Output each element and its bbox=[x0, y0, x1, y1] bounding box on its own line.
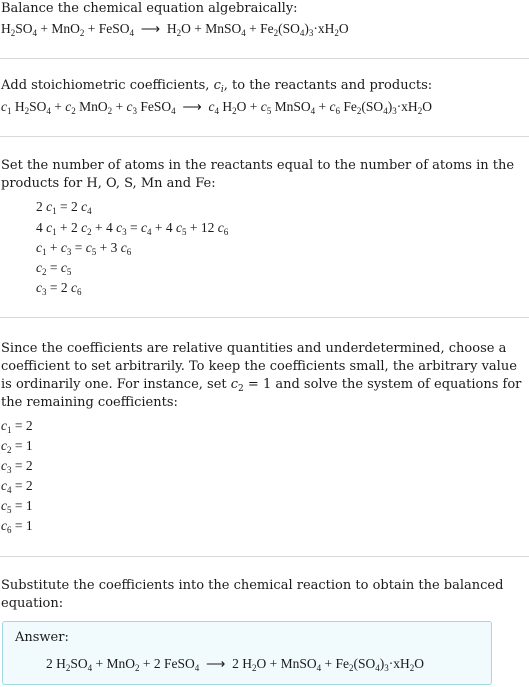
atom-balance-equation: 2 $c_1 = 2$ $c_4$ bbox=[36, 199, 92, 216]
coefficient-c1: $c_1 = 2$ bbox=[1, 418, 33, 435]
coefficient-value: 1 bbox=[25, 438, 33, 453]
coefficient-c4: $c_4 = 2$ bbox=[1, 478, 33, 495]
atom-balance-equation: $c_2 = c_5$ bbox=[36, 260, 72, 277]
balanced-equation: 2 $H_2SO_4 + MnO_2 + 2$ FeSO$_4$ ⟶ 2 $H_2O$ + MnSO$_4$ + $Fe_2(SO_4)_3\cdot xH_2O$ bbox=[46, 656, 425, 673]
divider bbox=[0, 136, 529, 137]
coefficient-c6: $c_6 = 1$ bbox=[1, 518, 33, 535]
atom-balance-equation: $c_1 + c_3 = c_5 + 3$ $c_6$ bbox=[36, 240, 132, 257]
coefficient-value: 1 bbox=[25, 518, 33, 533]
atom-balance-equation: 4 $c_1 + 2$ $c_2 + 4$ $c_3 = c_4 + 4$ $c_5 + 12$ $c_6$ bbox=[36, 220, 229, 237]
answer-label: Answer: bbox=[15, 630, 69, 645]
answer-box bbox=[2, 621, 492, 685]
unbalanced-equation: $H_2SO_4 + MnO_2$ + FeSO$_4$ ⟶ $H_2O$ + MnSO$_4$ + $Fe_2(SO_4)_3\cdot xH_2O$ bbox=[1, 21, 349, 38]
section-3-intro: Set the number of atoms in the reactants equal to the number of atoms in the products for H, O, S, Mn and Fe: bbox=[1, 158, 515, 191]
coefficient-value: 2 bbox=[25, 418, 33, 433]
atom-balance-equation: $c_3 = 2$ $c_6$ bbox=[36, 280, 82, 297]
coefficient-value: 1 bbox=[25, 498, 33, 513]
section-5-intro: Substitute the coefficients into the chemical reaction to obtain the balanced equation: bbox=[1, 578, 504, 611]
section-1-intro: Balance the chemical equation algebraically: bbox=[1, 1, 298, 16]
coefficient-c5: $c_5 = 1$ bbox=[1, 498, 33, 515]
section-4-intro: Since the coefficients are relative quantities and underdetermined, choose a coefficient to set arbitrarily. To keep the coefficients small, the arbitrary value is ordinarily one. For instance, set $c_2 = 1$ and solve the system of equations for the remaining coefficients: bbox=[1, 341, 522, 410]
coefficient-value: 2 bbox=[25, 458, 33, 473]
equation-with-coefficients: $c_1$ $H_2SO_4 + c_2$ $MnO_2 + c_3$ FeSO$_4$ ⟶ $c_4$ $H_2O + c_5$ MnSO$_4$ + $c_6$ $Fe_2(SO_4)_3\cdot xH_2O$ bbox=[1, 99, 432, 116]
coefficient-value: 2 bbox=[25, 478, 33, 493]
coefficient-c3: $c_3 = 2$ bbox=[1, 458, 33, 475]
divider bbox=[0, 556, 529, 557]
divider bbox=[0, 317, 529, 318]
coefficient-c2: $c_2 = 1$ bbox=[1, 438, 33, 455]
divider bbox=[0, 58, 529, 59]
section-2-intro: Add stoichiometric coefficients, $c_i$, to the reactants and products: bbox=[1, 78, 433, 95]
